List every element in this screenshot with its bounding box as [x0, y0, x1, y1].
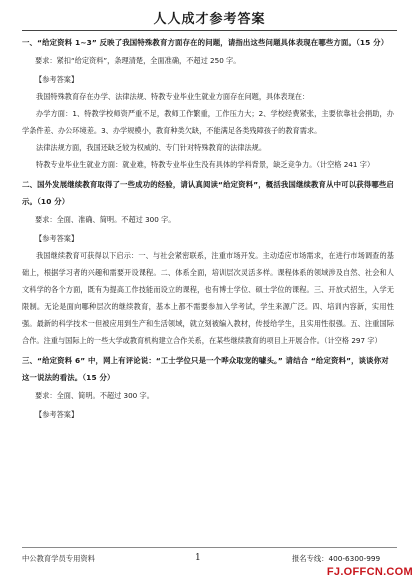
page-number: 1: [195, 553, 201, 563]
page-title: 人人成才参考答案: [153, 12, 266, 27]
answer-paragraph: 办学方面：1、特教学校师资严重不足，教师工作繁重，工作压力大；2、学校经费紧张，主要依靠社会捐助，办学条件差、办公环境差。3、办学规模小，教育种类欠缺，不能满足各类残障孩子的教育需求。: [22, 109, 394, 135]
question-1: [22, 34, 394, 173]
footer-hotline: 报名专线：400-6300-999: [292, 554, 381, 563]
question-requirement: 要求：紧扣“给定资料”，条理清楚，全面准确，不超过 250 字。: [35, 56, 241, 65]
answer-label: 【参考答案】: [35, 75, 79, 84]
answer-label: 【参考答案】: [35, 410, 79, 419]
question-prompt: 三、“给定资料 6” 中，网上有评论说：“工士学位只是一个哗众取宠的噱头。” 请结合 “给定资料”，谈谈你对这一说法的看法。（15 分）: [22, 356, 389, 382]
question-prompt: 二、国外发展继续教育取得了一些成功的经验，请认真阅读“给定资料”，概括我国继续教育从中可以获得哪些启示。（10 分）: [22, 180, 394, 206]
footer-rule: [22, 547, 397, 548]
document-body: [22, 34, 394, 423]
answer-paragraph: 法律法规方面，我国还缺乏较为权威的、专门针对特殊教育的法律法规。: [36, 143, 267, 152]
site-watermark: FJ.OFFCN.COM: [326, 566, 413, 578]
footer-source-label: 中公教育学员专用资料: [22, 554, 95, 563]
answer-paragraph: 特教专业毕业生就业方面：就业难，特教专业毕业生没有具体的学科背景，缺乏竞争力。（计空格 241 字）: [36, 160, 375, 169]
header-rule: [22, 30, 397, 31]
answer-label: 【参考答案】: [35, 234, 79, 243]
question-requirement: 要求：全面、准确、简明。不超过 300 字。: [35, 215, 176, 224]
answer-paragraph: 我国特殊教育存在办学、法律法规、特教专业毕业生就业方面存在问题，具体表现在：: [36, 92, 310, 101]
question-3: [22, 352, 394, 423]
question-2: [22, 176, 394, 349]
question-requirement: 要求：全面、简明。不超过 300 字。: [35, 391, 154, 400]
answer-paragraph: 我国继续教育可获得以下启示：一、与社会紧密联系，注重市场开发。主动适应市场需求，在进行市场调查的基础上，根据学习者的兴趣和需要开设课程。二、体系全面，培训层次灵活多样。课程体系的领域涉及自然、社会和人文科学的各个方面，既有为提高工作技能而设立的课程，也有博士学位、硕士学位的课程。三、开放式招生，入学无限制。无论是面向哪种层次的继续教育，基本上都不需要参加入学考试，学生来源广泛。四、培训内容新，实用性强。最新的科学技术一但被应用到生产和生活领域，就立刻被编入教材，传授给学生，且实用性很强。五、注重国际合作。注重与国际上的一些大学或教育机构建立合作关系，在某些继续教育的项目上开展合作。（计空格 297 字）: [22, 251, 394, 345]
question-prompt: 一、“给定资料 1~3” 反映了我国特殊教育方面存在的问题，请指出这些问题具体表现在哪些方面。（15 分）: [22, 38, 389, 47]
